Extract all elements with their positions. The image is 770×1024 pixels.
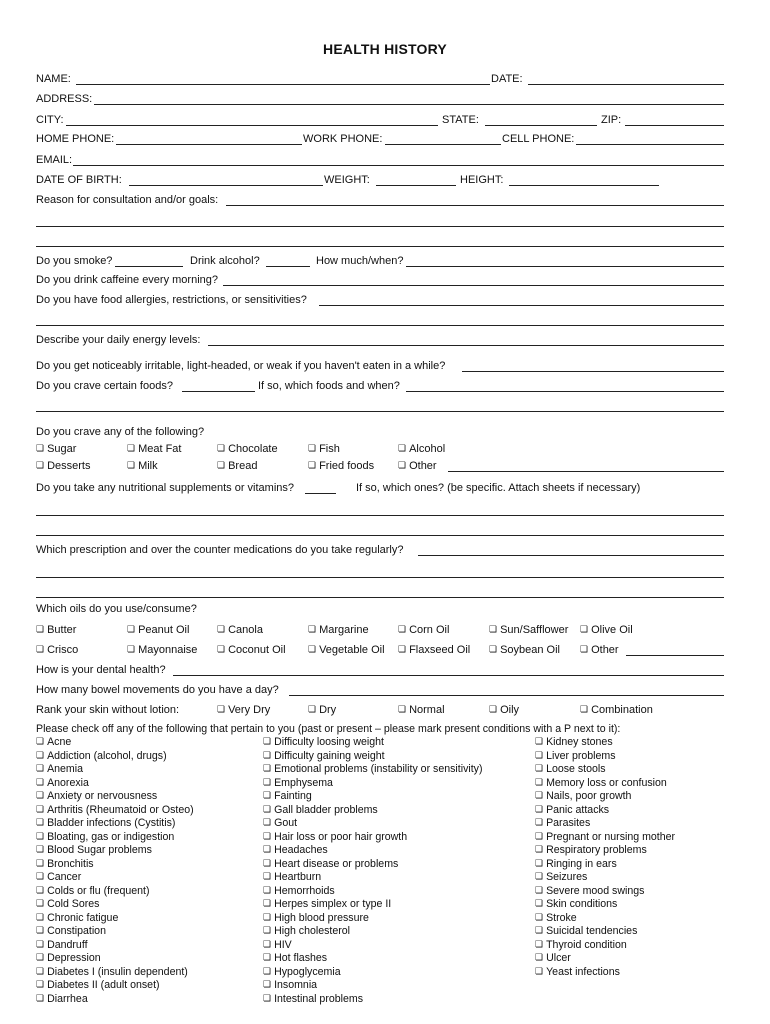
oils-row xyxy=(36,602,724,616)
dental-row xyxy=(36,663,724,677)
skin-label: Rank your skin without lotion: xyxy=(36,704,180,716)
bowel-field[interactable] xyxy=(289,695,724,696)
cravings-row-2 xyxy=(36,459,724,473)
oil-other-field[interactable] xyxy=(626,655,724,656)
condition-checkbox[interactable]: ❏ Gall bladder problems xyxy=(263,804,483,818)
condition-checkbox[interactable]: ❏ Respiratory problems xyxy=(535,844,675,858)
dob-row xyxy=(36,173,724,187)
condition-checkbox[interactable]: ❏ Pregnant or nursing mother xyxy=(535,831,675,845)
condition-checkbox[interactable]: ❏ Blood Sugar problems xyxy=(36,844,194,858)
skin-very-dry-checkbox[interactable]: ❏ Very Dry xyxy=(217,703,270,718)
condition-checkbox[interactable]: ❏ Dandruff xyxy=(36,939,194,953)
caffeine-label: Do you drink caffeine every morning? xyxy=(36,274,219,286)
supplements-field-2[interactable] xyxy=(36,515,724,516)
oils-label: Which oils do you use/consume? xyxy=(36,603,197,615)
email-field[interactable] xyxy=(73,165,724,166)
oil-vegetable-checkbox[interactable]: ❏ Vegetable Oil xyxy=(308,643,385,658)
reason-field-2[interactable] xyxy=(36,226,724,227)
oil-sun-safflower-checkbox[interactable]: ❏ Sun/Safflower xyxy=(489,623,568,638)
zip-field[interactable] xyxy=(625,125,724,126)
condition-checkbox[interactable]: ❏ Intestinal problems xyxy=(263,993,483,1007)
email-label: EMAIL: xyxy=(36,154,73,166)
condition-checkbox[interactable]: ❏ Liver problems xyxy=(535,750,675,764)
craving-other-checkbox[interactable]: ❏ Other xyxy=(398,459,437,474)
condition-checkbox[interactable]: ❏ Emotional problems (instability or sensitivity) xyxy=(263,763,483,777)
condition-checkbox[interactable]: ❏ Addiction (alcohol, drugs) xyxy=(36,750,194,764)
oil-soybean-checkbox[interactable]: ❏ Soybean Oil xyxy=(489,643,560,658)
condition-checkbox[interactable]: ❏ Severe mood swings xyxy=(535,885,675,899)
smoke-label: Do you smoke? xyxy=(36,255,113,267)
condition-checkbox[interactable]: ❏ Constipation xyxy=(36,925,194,939)
oil-corn-checkbox[interactable]: ❏ Corn Oil xyxy=(398,623,449,638)
condition-checkbox[interactable]: ❏ Skin conditions xyxy=(535,898,675,912)
which-ones-label: If so, which ones? (be specific. Attach sheets if necessary) xyxy=(356,482,641,494)
height-label: HEIGHT: xyxy=(460,174,504,186)
state-label: STATE: xyxy=(442,114,479,126)
craving-desserts-checkbox[interactable]: ❏ Desserts xyxy=(36,459,90,474)
allergies-label: Do you have food allergies, restrictions, or sensitivities? xyxy=(36,294,307,306)
craving-fried-foods-checkbox[interactable]: ❏ Fried foods xyxy=(308,459,374,474)
condition-checkbox[interactable]: ❏ Colds or flu (frequent) xyxy=(36,885,194,899)
condition-checkbox[interactable]: ❏ Diabetes II (adult onset) xyxy=(36,979,194,993)
supplements-line-3 xyxy=(36,523,724,537)
crave-foods-line-2 xyxy=(36,399,724,413)
cravings-row-1 xyxy=(36,442,724,456)
name-label: NAME: xyxy=(36,73,71,85)
condition-checkbox[interactable]: ❏ Gout xyxy=(263,817,483,831)
smoke-field[interactable] xyxy=(115,266,183,267)
condition-checkbox[interactable]: ❏ Herpes simplex or type II xyxy=(263,898,483,912)
craving-meat-fat-checkbox[interactable]: ❏ Meat Fat xyxy=(127,442,181,457)
condition-checkbox[interactable]: ❏ Yeast infections xyxy=(535,966,675,980)
name-field[interactable] xyxy=(76,84,490,85)
condition-checkbox[interactable]: ❏ High blood pressure xyxy=(263,912,483,926)
dental-label: How is your dental health? xyxy=(36,664,166,676)
condition-checkbox[interactable]: ❏ Depression xyxy=(36,952,194,966)
condition-checkbox[interactable]: ❏ Ringing in ears xyxy=(535,858,675,872)
condition-checkbox[interactable]: ❏ Hot flashes xyxy=(263,952,483,966)
oil-olive-checkbox[interactable]: ❏ Olive Oil xyxy=(580,623,633,638)
crave-following-label: Do you crave any of the following? xyxy=(36,426,205,438)
skin-normal-checkbox[interactable]: ❏ Normal xyxy=(398,703,445,718)
craving-other-field[interactable] xyxy=(448,471,724,472)
craving-fish-checkbox[interactable]: ❏ Fish xyxy=(308,442,340,457)
oil-flaxseed-checkbox[interactable]: ❏ Flaxseed Oil xyxy=(398,643,470,658)
condition-checkbox[interactable]: ❏ Cancer xyxy=(36,871,194,885)
conditions-column-3 xyxy=(535,736,675,979)
work-phone-field[interactable] xyxy=(385,144,501,145)
energy-row xyxy=(36,333,724,347)
condition-checkbox[interactable]: ❏ Loose stools xyxy=(535,763,675,777)
crave-foods-field-2[interactable] xyxy=(36,411,724,412)
address-row xyxy=(36,92,724,106)
dental-field[interactable] xyxy=(173,675,724,676)
cell-phone-field[interactable] xyxy=(576,144,724,145)
condition-checkbox[interactable]: ❏ Insomnia xyxy=(263,979,483,993)
irritable-field[interactable] xyxy=(462,371,724,372)
irritable-row xyxy=(36,359,724,373)
conditions-column-2 xyxy=(263,736,483,1006)
condition-checkbox[interactable]: ❏ Acne xyxy=(36,736,194,750)
supplements-row xyxy=(36,481,724,495)
energy-label: Describe your daily energy levels: xyxy=(36,334,201,346)
condition-checkbox[interactable]: ❏ Nails, poor growth xyxy=(535,790,675,804)
condition-checkbox[interactable]: ❏ Fainting xyxy=(263,790,483,804)
condition-checkbox[interactable]: ❏ Hemorrhoids xyxy=(263,885,483,899)
name-row xyxy=(36,72,724,86)
conditions-column-1 xyxy=(36,736,194,1006)
medications-label: Which prescription and over the counter medications do you take regularly? xyxy=(36,544,404,556)
oil-coconut-checkbox[interactable]: ❏ Coconut Oil xyxy=(217,643,286,658)
condition-checkbox[interactable]: ❏ Difficulty gaining weight xyxy=(263,750,483,764)
oil-peanut-checkbox[interactable]: ❏ Peanut Oil xyxy=(127,623,189,638)
date-field[interactable] xyxy=(528,84,724,85)
supplements-field[interactable] xyxy=(305,493,336,494)
allergies-line-2 xyxy=(36,313,724,327)
condition-checkbox[interactable]: ❏ Panic attacks xyxy=(535,804,675,818)
medications-field-2[interactable] xyxy=(36,577,724,578)
condition-checkbox[interactable]: ❏ Cold Sores xyxy=(36,898,194,912)
dob-label: DATE OF BIRTH: xyxy=(36,174,122,186)
skin-oily-checkbox[interactable]: ❏ Oily xyxy=(489,703,519,718)
energy-field[interactable] xyxy=(208,345,724,346)
crave-foods-field[interactable] xyxy=(182,391,255,392)
address-label: ADDRESS: xyxy=(36,93,93,105)
reason-field[interactable] xyxy=(226,205,724,206)
oil-other-checkbox[interactable]: ❏ Other xyxy=(580,643,619,658)
oil-mayonnaise-checkbox[interactable]: ❏ Mayonnaise xyxy=(127,643,197,658)
which-foods-label: If so, which foods and when? xyxy=(258,380,400,392)
oil-canola-checkbox[interactable]: ❏ Canola xyxy=(217,623,263,638)
allergies-field[interactable] xyxy=(319,305,724,306)
condition-checkbox[interactable]: ❏ Bronchitis xyxy=(36,858,194,872)
weight-field[interactable] xyxy=(376,185,456,186)
craving-sugar-checkbox[interactable]: ❏ Sugar xyxy=(36,442,76,457)
crave-following-row xyxy=(36,425,724,439)
cell-phone-label: CELL PHONE: xyxy=(502,133,575,145)
caffeine-row xyxy=(36,273,724,287)
condition-checkbox[interactable]: ❏ Bladder infections (Cystitis) xyxy=(36,817,194,831)
condition-checkbox[interactable]: ❏ Anemia xyxy=(36,763,194,777)
condition-checkbox[interactable]: ❏ Bloating, gas or indigestion xyxy=(36,831,194,845)
condition-checkbox[interactable]: ❏ Ulcer xyxy=(535,952,675,966)
condition-checkbox[interactable]: ❏ HIV xyxy=(263,939,483,953)
skin-combination-checkbox[interactable]: ❏ Combination xyxy=(580,703,653,718)
alcohol-field[interactable] xyxy=(266,266,310,267)
condition-checkbox[interactable]: ❏ Anorexia xyxy=(36,777,194,791)
work-phone-label: WORK PHONE: xyxy=(303,133,383,145)
dob-field[interactable] xyxy=(129,185,323,186)
supplements-label: Do you take any nutritional supplements or vitamins? xyxy=(36,482,295,494)
reason-field-3[interactable] xyxy=(36,246,724,247)
reason-line-3 xyxy=(36,234,724,248)
height-field[interactable] xyxy=(509,185,659,186)
caffeine-field[interactable] xyxy=(223,285,724,286)
condition-checkbox[interactable]: ❏ Difficulty loosing weight xyxy=(263,736,483,750)
crave-foods-row xyxy=(36,379,724,393)
medications-line-2 xyxy=(36,565,724,579)
condition-checkbox[interactable]: ❏ Diabetes I (insulin dependent) xyxy=(36,966,194,980)
condition-checkbox[interactable]: ❏ Headaches xyxy=(263,844,483,858)
date-label: DATE: xyxy=(491,73,523,85)
oil-crisco-checkbox[interactable]: ❏ Crisco xyxy=(36,643,78,658)
condition-checkbox[interactable]: ❏ Hypoglycemia xyxy=(263,966,483,980)
city-label: CITY: xyxy=(36,114,64,126)
oils-row-1 xyxy=(36,623,724,637)
alcohol-label: Drink alcohol? xyxy=(190,255,260,267)
allergies-row xyxy=(36,293,724,307)
craving-bread-checkbox[interactable]: ❏ Bread xyxy=(217,459,257,474)
condition-checkbox[interactable]: ❏ Chronic fatigue xyxy=(36,912,194,926)
supplements-field-3[interactable] xyxy=(36,535,724,536)
city-field[interactable] xyxy=(66,125,438,126)
how-much-field[interactable] xyxy=(406,266,724,267)
condition-checkbox[interactable]: ❏ Arthritis (Rheumatoid or Osteo) xyxy=(36,804,194,818)
condition-checkbox[interactable]: ❏ Seizures xyxy=(535,871,675,885)
conditions-intro-row xyxy=(36,723,724,737)
bowel-row xyxy=(36,683,724,697)
condition-checkbox[interactable]: ❏ High cholesterol xyxy=(263,925,483,939)
home-phone-field[interactable] xyxy=(116,144,302,145)
condition-checkbox[interactable]: ❏ Stroke xyxy=(535,912,675,926)
condition-checkbox[interactable]: ❏ Memory loss or confusion xyxy=(535,777,675,791)
supplements-line-2 xyxy=(36,503,724,517)
medications-line-3 xyxy=(36,585,724,599)
home-phone-label: HOME PHONE: xyxy=(36,133,115,145)
irritable-label: Do you get noticeably irritable, light-headed, or weak if you haven't eaten in a while? xyxy=(36,360,446,372)
craving-alcohol-checkbox[interactable]: ❏ Alcohol xyxy=(398,442,445,457)
state-field[interactable] xyxy=(485,125,597,126)
page-title: HEALTH HISTORY xyxy=(323,41,447,57)
email-row xyxy=(36,153,724,167)
condition-checkbox[interactable]: ❏ Thyroid condition xyxy=(535,939,675,953)
crave-foods-label: Do you crave certain foods? xyxy=(36,380,173,392)
condition-checkbox[interactable]: ❏ Suicidal tendencies xyxy=(535,925,675,939)
condition-checkbox[interactable]: ❏ Heart disease or problems xyxy=(263,858,483,872)
medications-row xyxy=(36,543,724,557)
weight-label: WEIGHT: xyxy=(324,174,370,186)
which-foods-field[interactable] xyxy=(406,391,724,392)
craving-milk-checkbox[interactable]: ❏ Milk xyxy=(127,459,158,474)
oil-butter-checkbox[interactable]: ❏ Butter xyxy=(36,623,76,638)
how-much-label: How much/when? xyxy=(316,255,404,267)
reason-line-2 xyxy=(36,214,724,228)
phone-row xyxy=(36,132,724,146)
oils-row-2 xyxy=(36,643,724,657)
condition-checkbox[interactable]: ❏ Kidney stones xyxy=(535,736,675,750)
bowel-label: How many bowel movements do you have a day? xyxy=(36,684,279,696)
skin-dry-checkbox[interactable]: ❏ Dry xyxy=(308,703,336,718)
craving-chocolate-checkbox[interactable]: ❏ Chocolate xyxy=(217,442,278,457)
condition-checkbox[interactable]: ❏ Diarrhea xyxy=(36,993,194,1007)
skin-row xyxy=(36,703,724,717)
zip-label: ZIP: xyxy=(601,114,622,126)
condition-checkbox[interactable]: ❏ Parasites xyxy=(535,817,675,831)
city-row xyxy=(36,113,724,127)
reason-row xyxy=(36,193,724,207)
medications-field[interactable] xyxy=(418,555,724,556)
condition-checkbox[interactable]: ❏ Emphysema xyxy=(263,777,483,791)
condition-checkbox[interactable]: ❏ Heartburn xyxy=(263,871,483,885)
conditions-intro-label: Please check off any of the following that pertain to you (past or present – please mark present conditions with a P next to it): xyxy=(36,723,621,735)
oil-margarine-checkbox[interactable]: ❏ Margarine xyxy=(308,623,369,638)
smoke-row xyxy=(36,254,724,268)
condition-checkbox[interactable]: ❏ Anxiety or nervousness xyxy=(36,790,194,804)
allergies-field-2[interactable] xyxy=(36,325,724,326)
medications-field-3[interactable] xyxy=(36,597,724,598)
reason-label: Reason for consultation and/or goals: xyxy=(36,194,219,206)
condition-checkbox[interactable]: ❏ Hair loss or poor hair growth xyxy=(263,831,483,845)
address-field[interactable] xyxy=(94,104,724,105)
